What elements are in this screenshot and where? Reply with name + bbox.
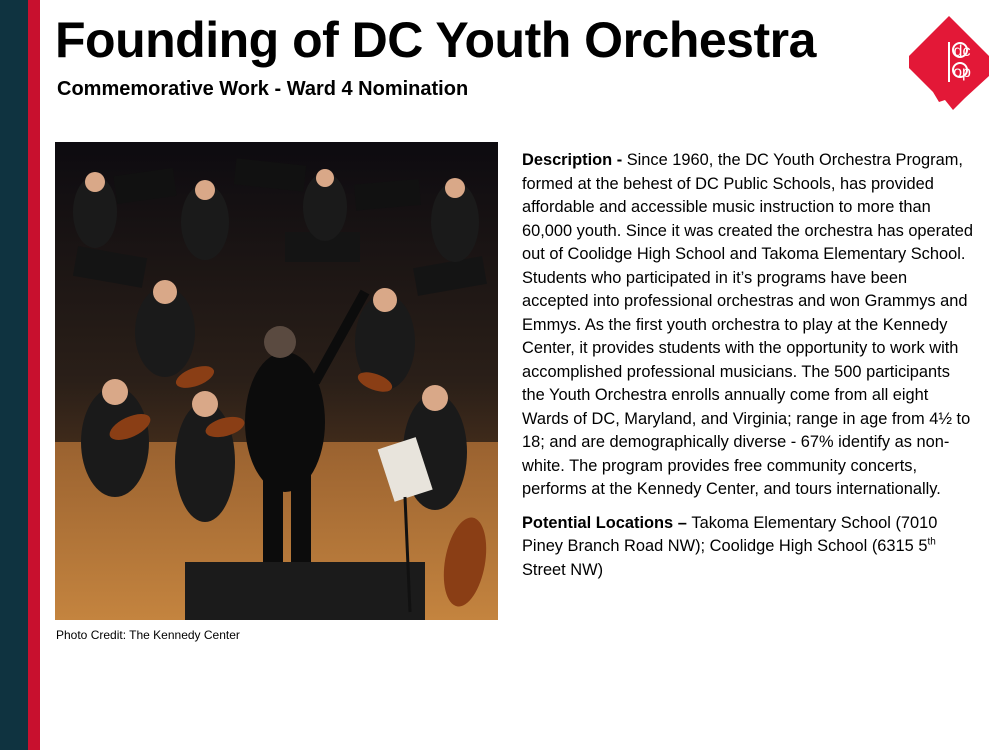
- locations-label: Potential Locations –: [522, 513, 692, 532]
- page-title: Founding of DC Youth Orchestra: [55, 12, 816, 68]
- orchestra-photo: [55, 142, 498, 620]
- photo-caption: Photo Credit: The Kennedy Center: [56, 628, 240, 642]
- sidebar-red-stripe: [28, 0, 40, 750]
- text-column: [522, 149, 977, 582]
- logo-text-bottom: op: [953, 64, 971, 81]
- description-text: Since 1960, the DC Youth Orchestra Program, formed at the behest of DC Public Schools, has provided affordable and accessible music instruction to more than 60,000 youth. Since it was created the orchestra has operated out of Coolidge High School and Takoma Elementary School. Students who participated in it’s programs have been accepted into professional orchestras and won Grammys and Emmys. As the first youth orchestra to play at the Kennedy Center, it provides students with the opportunity to work with accomplished professional musicians. The 500 participants the Youth Orchestra enrolls annually come from all eight Wards of DC, Maryland, and Virginia; range in age from 4½ to 18; and are demographically diverse - 67% identify as non-white. The program provides free community concerts, performs at the Kennedy Center, and tours internationally.: [522, 151, 974, 498]
- locations-text: Takoma Elementary School (7010 Piney Branch Road NW); Coolidge High School (6315 5: [522, 513, 938, 555]
- logo-text-top: dc: [953, 43, 971, 60]
- description-label: Description -: [522, 151, 627, 169]
- locations-superscript: th: [927, 536, 936, 548]
- dcop-logo: [905, 12, 993, 112]
- description-paragraph: [522, 149, 977, 502]
- locations-paragraph: [522, 512, 977, 583]
- locations-text-end: Street NW): [522, 560, 604, 579]
- page-subtitle: Commemorative Work - Ward 4 Nomination: [57, 78, 469, 100]
- sidebar-dark-stripe: [0, 0, 28, 750]
